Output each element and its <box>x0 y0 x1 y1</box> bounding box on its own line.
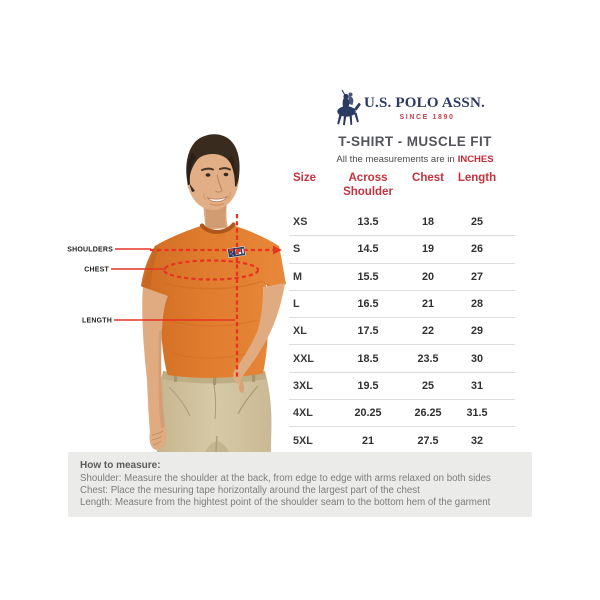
size-cell: 4XL <box>293 407 313 420</box>
length-label: LENGTH <box>82 317 112 325</box>
size-cell: M <box>293 270 302 283</box>
chest-cell: 18 <box>421 216 434 229</box>
shoulder-instruction: Shoulder: Measure the shoulder at the back, from edge to edge with arms relaxed on both sides <box>80 473 491 484</box>
how-to-measure-panel <box>68 452 532 517</box>
size-cell: 5XL <box>293 434 313 447</box>
table-row <box>289 209 515 236</box>
table-row <box>289 345 515 372</box>
measurement-note-text: All the measurements are in <box>336 154 455 165</box>
length-cell: 29 <box>470 325 483 338</box>
table-row <box>289 264 515 291</box>
across-shoulder-cell: 15.5 <box>357 270 379 283</box>
size-cell: XL <box>293 325 307 338</box>
chest-cell: 25 <box>421 379 434 392</box>
across-shoulder-cell: 17.5 <box>357 325 379 338</box>
length-cell: 31 <box>470 379 483 392</box>
brand-name: U.S. POLO ASSN. <box>364 95 485 111</box>
size-cell: L <box>293 298 300 311</box>
shoulders-label: SHOULDERS <box>67 246 113 254</box>
chest-cell: 21 <box>421 298 434 311</box>
chest-instruction: Chest: Place the mesuring tape horizontally around the largest part of the chest <box>80 485 420 497</box>
table-row <box>289 373 515 400</box>
polo-players-icon <box>333 89 361 127</box>
length-cell: 27 <box>470 270 483 283</box>
pants <box>157 371 272 452</box>
brand-since: SINCE 1890 <box>399 114 455 121</box>
chest-cell: 23.5 <box>417 352 439 365</box>
table-row <box>289 427 515 454</box>
chest-cell: 26.25 <box>414 407 442 420</box>
measurement-unit: INCHES <box>457 154 494 165</box>
chest-cell: 22 <box>421 325 434 338</box>
length-instruction: Length: Measure from the hightest point of the shoulder seam to the bottom hem of the garment <box>80 497 491 509</box>
across-shoulder-cell: 21 <box>361 434 374 447</box>
length-cell: 25 <box>470 216 483 229</box>
column-header-chest: Chest <box>412 172 444 184</box>
size-cell: XS <box>293 216 308 229</box>
across-shoulder-cell: 19.5 <box>357 379 379 392</box>
size-cell: S <box>293 243 301 256</box>
chest-cell: 27.5 <box>417 434 439 447</box>
table-row <box>289 318 515 345</box>
column-header-length: Length <box>457 172 497 184</box>
chest-cell: 19 <box>421 243 434 256</box>
model-photo <box>55 125 305 453</box>
size-table-header <box>289 172 515 209</box>
across-shoulder-cell: 20.25 <box>354 407 382 420</box>
across-shoulder-cell: 13.5 <box>357 216 379 229</box>
how-to-measure-heading: How to measure: <box>80 460 161 471</box>
measurement-note <box>280 154 550 165</box>
size-table <box>289 172 515 455</box>
table-row <box>289 291 515 318</box>
table-row <box>289 400 515 427</box>
length-cell: 28 <box>470 298 483 311</box>
chest-label: CHEST <box>84 266 109 274</box>
length-cell: 26 <box>470 243 483 256</box>
length-cell: 30 <box>470 352 483 365</box>
size-cell: 3XL <box>293 379 313 392</box>
across-shoulder-cell: 16.5 <box>357 298 379 311</box>
page-title: T-SHIRT - MUSCLE FIT <box>338 134 492 149</box>
column-header-across-shoulder: Across Shoulder <box>343 172 393 198</box>
size-cell: XXL <box>293 352 314 365</box>
chest-cell: 20 <box>421 270 434 283</box>
across-shoulder-cell: 18.5 <box>357 352 379 365</box>
across-shoulder-cell: 14.5 <box>357 243 379 256</box>
column-header-size: Size <box>293 172 317 184</box>
length-cell: 31.5 <box>466 407 488 420</box>
length-cell: 32 <box>470 434 483 447</box>
table-row <box>289 236 515 263</box>
